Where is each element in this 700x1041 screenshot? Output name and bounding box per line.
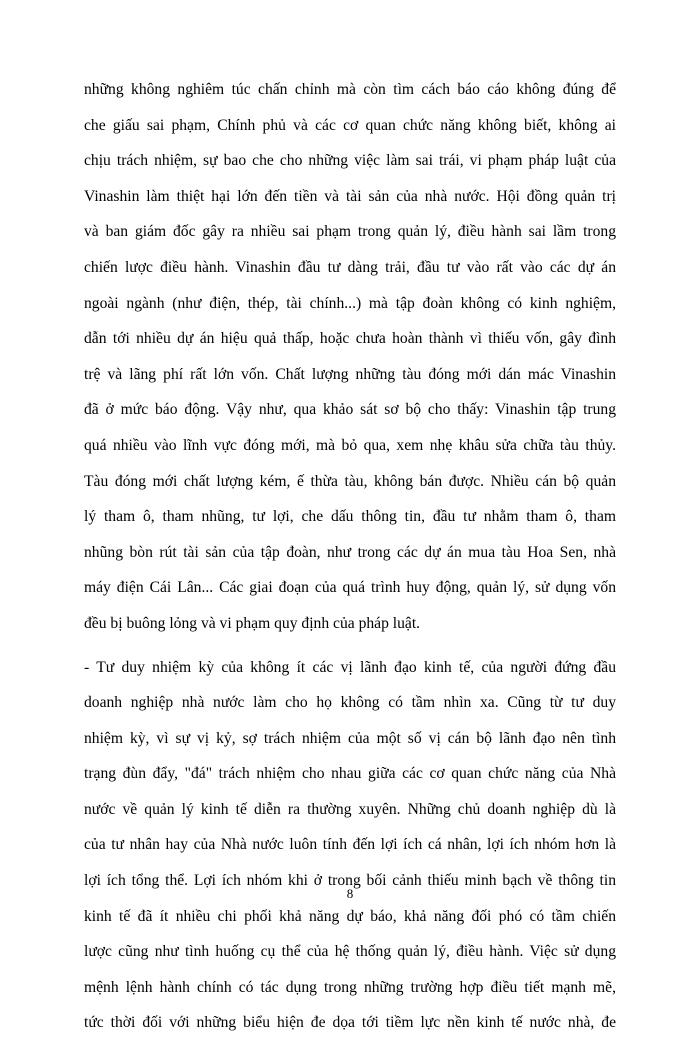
text-line: lược cũng như tình huống cụ thể của hệ thống quản lý, điều hành. Việc sử dụng [84,934,616,970]
text-line: - Tư duy nhiệm kỳ của không ít các vị lãnh đạo kinh tế, của người đứng đầu [84,650,616,686]
text-line: chịu trách nhiệm, sự bao che cho những việc làm sai trái, vi phạm pháp luật của [84,143,616,179]
page-number: 8 [0,886,700,902]
text-line: đã ở mức báo động. Vậy như, qua khảo sát sơ bộ cho thấy: Vinashin tập trung [84,392,616,428]
text-line: nhiệm kỳ, vì sự vị kỷ, sợ trách nhiệm của một số vị cán bộ lãnh đạo nên tình [84,721,616,757]
text-line: đều bị buông lỏng và vi phạm quy định của pháp luật. [84,606,616,642]
text-line: mệnh lệnh hành chính có tác dụng trong những trường hợp điều tiết mạnh mẽ, [84,970,616,1006]
text-line: và ban giám đốc gây ra nhiều sai phạm trong quản lý, điều hành sai lầm trong [84,214,616,250]
text-line: máy điện Cái Lân... Các giai đoạn của quá trình huy động, quản lý, sử dụng vốn [84,570,616,606]
text-line: nhũng bòn rút tài sản của tập đoàn, như trong các dự án mua tàu Hoa Sen, nhà [84,535,616,571]
text-line: kinh tế đã ít nhiều chi phối khả năng dự báo, khả năng đối phó có tầm chiến [84,899,616,935]
text-line: Vinashin làm thiệt hại lớn đến tiền và tài sản của nhà nước. Hội đồng quản trị [84,179,616,215]
paragraph-term-thinking [84,650,616,1041]
text-line: những không nghiêm túc chấn chỉnh mà còn tìm cách báo cáo không đúng để [84,72,616,108]
text-line: dẫn tới nhiều dự án hiệu quả thấp, hoặc chưa hoàn thành vì thiếu vốn, gây đình [84,321,616,357]
text-line: nước về quản lý kinh tế diễn ra thường xuyên. Những chủ doanh nghiệp dù là [84,792,616,828]
text-line: che giấu sai phạm, Chính phủ và các cơ quan chức năng không biết, không ai [84,108,616,144]
text-line: tức thời đối với những biểu hiện đe dọa tới tiềm lực nền kinh tế nước nhà, đe [84,1005,616,1041]
text-line: lý tham ô, tham nhũng, tư lợi, che dấu thông tin, đầu tư nhằm tham ô, tham [84,499,616,535]
paragraph-spacer [84,642,616,650]
text-line: Tàu đóng mới chất lượng kém, ế thừa tàu, không bán được. Nhiều cán bộ quản [84,464,616,500]
paragraph-vinashin [84,72,616,642]
text-line: lợi ích tổng thể. Lợi ích nhóm khi ở trong bối cảnh thiếu minh bạch về thông tin [84,863,616,899]
text-line: của tư nhân hay của Nhà nước luôn tính đến lợi ích cá nhân, lợi ích nhóm hơn là [84,827,616,863]
text-line: trạng đùn đẩy, "đá" trách nhiệm cho nhau giữa các cơ quan chức năng của Nhà [84,756,616,792]
text-line: chiến lược điều hành. Vinashin đầu tư dàng trải, đầu tư vào rất vào các dự án [84,250,616,286]
text-line: trệ và lãng phí rất lớn vốn. Chất lượng những tàu đóng mới dán mác Vinashin [84,357,616,393]
text-line: ngoài ngành (như điện, thép, tài chính...) mà tập đoàn không có kinh nghiệm, [84,286,616,322]
text-line: doanh nghiệp nhà nước làm cho họ không có tầm nhìn xa. Cũng từ tư duy [84,685,616,721]
text-line: quá nhiều vào lĩnh vực đóng mới, mà bỏ qua, xem nhẹ khâu sửa chữa tàu thủy. [84,428,616,464]
